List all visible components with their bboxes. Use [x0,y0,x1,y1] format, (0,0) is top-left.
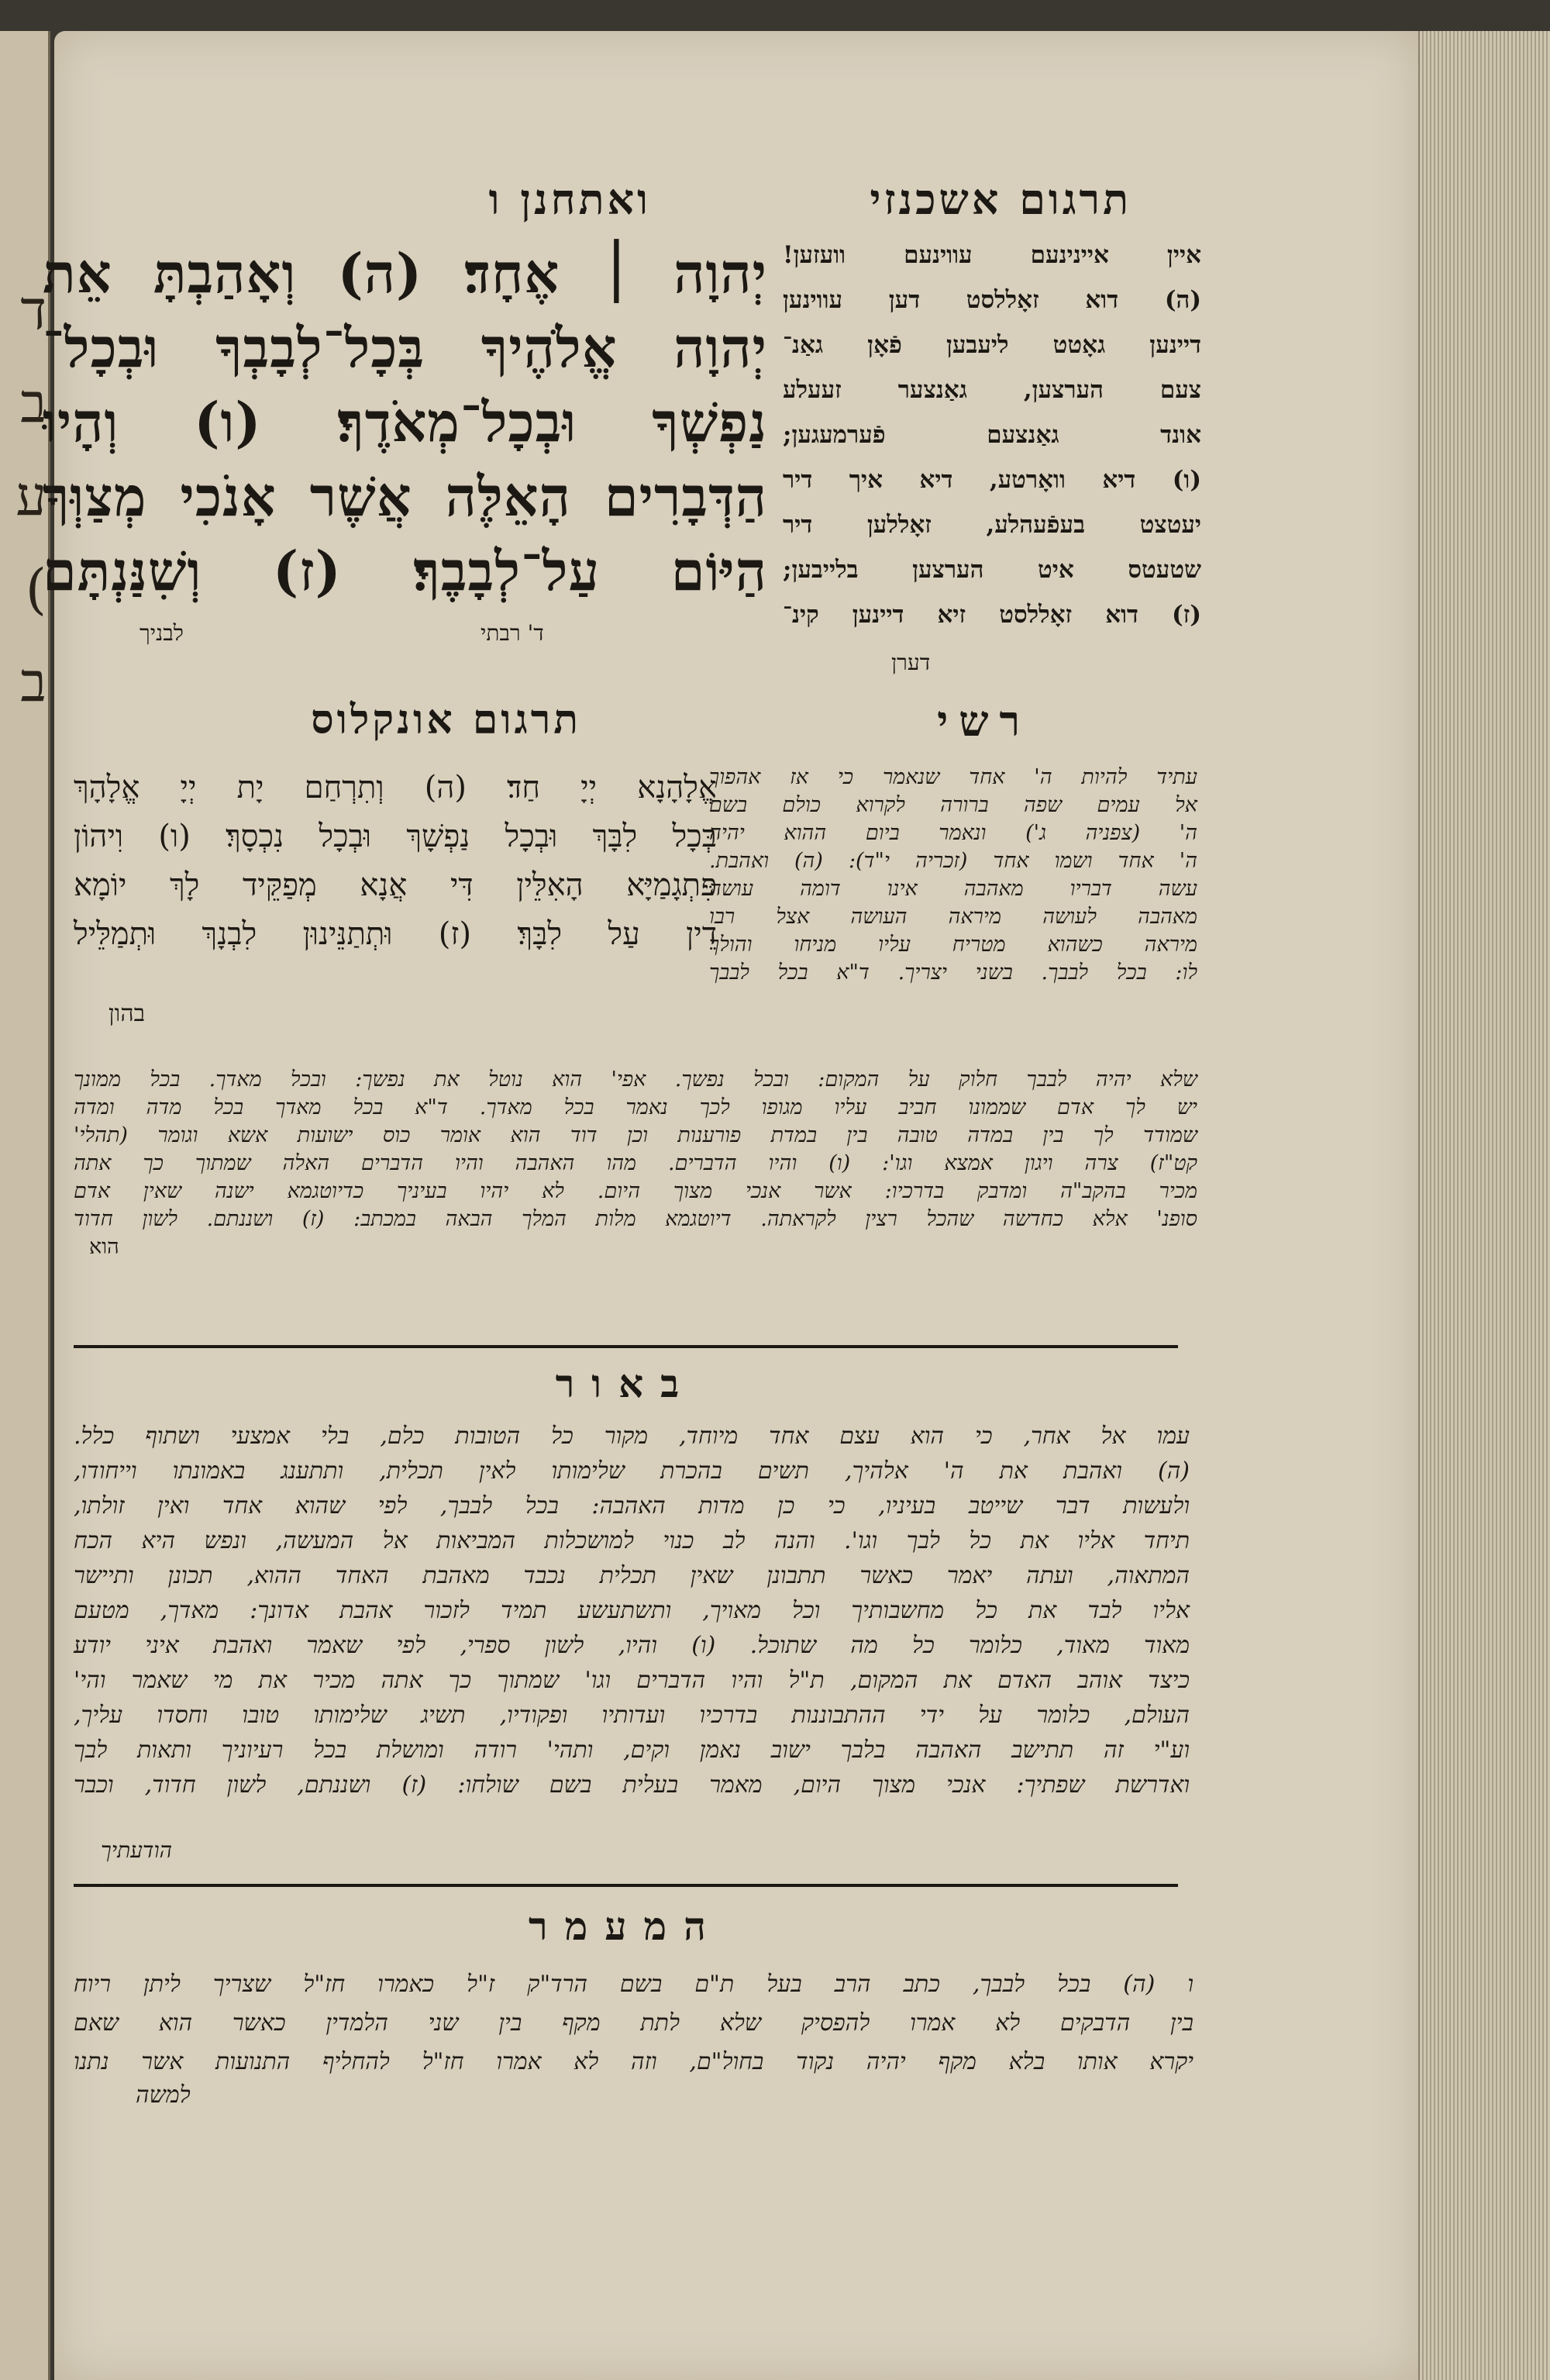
rashi-line: אל עמים שפה ברורה לקרוא כולם בשם [709,793,1197,817]
onkelos-line: אֱלָהָנָא יְיָ חַד׃ (ה) וְתִרְחַם יָת יְיָ אֱלָהָךְ [74,770,717,805]
rashi-line: ה' אחד ושמו אחד (זכריה י"ד): (ה) ואהבת. [709,849,1197,873]
biur-line: עמו אל אחר, כי הוא עצם אחד מיוחד, מקור כל הטובות כלם, בלי אמצעי ושתוף כלל. [74,1423,1190,1450]
biur-commentary [74,1419,1190,1802]
targum-line: יעטצט בעפֿעהלע, זאָללען דיר [783,511,1201,539]
targum-line: צעם הערצען, גאַנצער זעעלע [783,376,1201,404]
biur-line: אליו לבד את כל מחשבותיך וכל מאויך, ותשתעשע תמיד לזכור אהבת אדונך: מאדך, מטעם [74,1597,1190,1624]
section-divider [74,1345,1178,1348]
biur-title: באור [555,1361,697,1406]
hameamer-commentary [74,1965,1194,2082]
rashi-line: סופנ' אלא כחדשה שהכל רצין לקראתה. דיוטגמא מלות המלך הבאה במכתב: (ז) ושננתם. לשון חדוד [74,1207,1197,1231]
verse-line: הַדְּבָרִים הָאֵלֶּה אֲשֶׁר אָנֹכִי מְצַוְּךָ [43,464,767,529]
hameamer-line: ו (ה) בכל לבבך, כתב הרב בעל ת"ם בשם הרד"ק ז"ל כאמרו חז"ל שצריך ליתן ריוח [74,1971,1194,1998]
onkelos-title: תרגום אונקלוס [311,696,581,743]
verse-footnote-row [46,620,744,651]
rashi-line: מיראה כשהוא מטריח עליו מניחו והולך [709,933,1197,957]
biur-line: ולעשות דבר שייטב בעיניו, כי כן מדות האהבה: בכל לבבך, לפי שהוא אחד ואין זולתו, [74,1492,1190,1519]
rashi-continuation [74,1066,1197,1261]
biur-line: וע"י זה תתישב האהבה בלבך ישוב נאמן וקים, ותהי' רודה ומושלת בכל רעיוניך ותאות לבך [74,1737,1190,1764]
rashi-catchword: הוא [89,1235,119,1259]
hameamer-catchword: למשה [136,2082,191,2109]
onkelos-catchword: בהון [108,1000,146,1027]
rashi-line: עתיד להיות ה' אחד שנאמר כי אז אהפוך [709,765,1197,789]
verse-line: הַיּוֹם עַל־לְבָבֶךָ׃ (ז) וְשִׁנַּנְתָּם [43,539,767,603]
hameamer-line: בין הדבקים לא אמרו להפסיק שלא לתת מקף בין שני הלמדין כאשר הוא שאם [74,2009,1194,2037]
hameamer-line: יקרא אותו בלא מקף יהיה נקוד בחול"ם, וזה לא אמרו חז"ל להחליף התנועות אשר נתנו [74,2048,1194,2075]
verse-line: יְהוָה ׀ אֶחָד׃ (ה) וְאָהַבְתָּ אֵת [43,241,767,305]
onkelos-line: בְּכָל לִבָּךְ וּבְכָל נַפְשָׁךְ וּבְכָל נִכְסָךְ׃ (ו) וִיהוֹן [74,819,717,854]
targum-line: שטעטס איט הערצען בלייבען; [783,556,1201,584]
verse-line: יְהוָה אֱלֹהֶיךָ בְּכָל־לְבָבְךָ וּבְכָל־ [43,316,767,380]
rashi-line: יש לך אדם שממונו חביב עליו מגופו לכך נאמר בכל מאדך. ד"א בכל מאדך בכל מדה ומדה [74,1095,1197,1119]
biur-line: המתאוה, ועתה יאמר כאשר תתבונן שאין תכלית נכבד מאהבת האחד ההוא, תכונן ותיישר [74,1562,1190,1589]
verse-masoretic-note: ד' רבתי [480,620,544,646]
onkelos-column [74,764,717,959]
targum-line: איין איינינעם עווינעם וועזען! [783,241,1201,269]
hameamer-title: המעמר [529,1903,723,1949]
rashi-line: מאהבה לעושה מיראה העושה אצל רבו [709,905,1197,929]
targum-line: (ו) דיא וואָרטע, דיא איך דיר [783,466,1201,494]
biur-line: העולם, כלומר על ידי ההתבוננות בדרכיו ועדותיו ופקודיו, תשיג שלימותו טובו וחסדו עליך, [74,1702,1190,1729]
biur-line: (ה) ואהבת את ה' אלהיך, תשים בהכרת שלימותו לאין תכלית, ותתענג באמונתו וייחודו, [74,1457,1190,1485]
biur-catchword: הודעתיך [101,1837,173,1863]
header-parasha-title: ואתחנן ו [488,174,651,224]
onkelos-line: דֵין עַל לִבָּךְ׃ (ז) וּתְתַנֵּינוּן לִבְנָךְ וּתְמַלֵּיל [74,916,717,952]
rashi-column [709,764,1197,987]
targum-line: אונד גאַנצעם פֿערמעגען; [783,421,1201,449]
targum-catchword: דערן [891,650,931,675]
targum-line: (ז) דוא זאָללסט זיא דיינען קינ־ [783,601,1201,629]
section-divider [74,1884,1178,1887]
targum-line: דיינען גאָטט ליעבען פֿאָן גאַנ־ [783,331,1201,359]
page-stack-edges [1418,31,1550,2380]
rashi-title: רשי [937,696,1031,746]
rashi-line: שלא יהיה לבבך חלוק על המקום: ובכל נפשך. אפי' הוא נוטל את נפשך: ובכל מאדך. בכל ממונך [74,1068,1197,1092]
rashi-line: עשה דבריו מאהבה אינו דומה עושה [709,877,1197,901]
rashi-line: ה' (צפניה ג') ונאמר ביום ההוא יהיה [709,821,1197,845]
verse-line: נַפְשְׁךָ וּבְכָל־מְאֹדֶךָ׃ (ו) וְהָיוּ [43,390,767,454]
rashi-line: קט"ז) צרה ויגון אמצא וגו': (ו) והיו הדברים. מהו האהבה והיו הדברים האלה שמתוך כך אתה [74,1151,1197,1175]
rashi-line: שמודד לך בין במדה טובה בין במדת פורענות וכן דוד הוא אומר כוס ישועות אשא וגומר (תהלי' [74,1123,1197,1147]
rashi-line: לו: בכל לבבך. בשני יצריך. ד"א בכל לבבך [709,961,1197,985]
targum-ashkenazi-column [783,233,1201,637]
biur-line: ואדרשת שפתיך: אנכי מצוך היום, מאמר בעלית בשם שולחו: (ז) ושננתם, לשון חדוד, וכבר [74,1771,1190,1799]
adjacent-page-glyphs: ד ב ע ( ב [16,278,46,714]
header-targum-ashkenazi: תרגום אשכנזי [870,174,1132,224]
biur-line: תיחד אליו את כל לבך וגו'. והנה לב כנוי למושכלות המביאות אל המעשה, ונפש היא הכח [74,1527,1190,1554]
rashi-line: מכיר בהקב"ה ומדבק בדרכיו: אשר אנכי מצוך היום. לא יהיו בעיניך כדיוטגמא ישנה שאין אדם [74,1179,1197,1203]
torah-verse-block [43,236,767,609]
biur-line: כיצד אוהב האדם את המקום, ת"ל והיו הדברים וגו' שמתוך כך אתה מכיר את מי שאמר והי' [74,1667,1190,1694]
biur-line: מאוד מאוד, כלומר כל מה שתוכל. (ו) והיו, לשון ספרי, לפי שאמר ואהבת איני יודע [74,1632,1190,1659]
onkelos-line: פִּתְגָמַיָּא הָאִלֵּין דִּי אֲנָא מְפַקֵּיד לָךְ יוֹמָא [74,867,717,903]
targum-line: (ה) דוא זאָללסט דען עווינען [783,286,1201,314]
verse-catchword: לבניך [140,620,184,646]
